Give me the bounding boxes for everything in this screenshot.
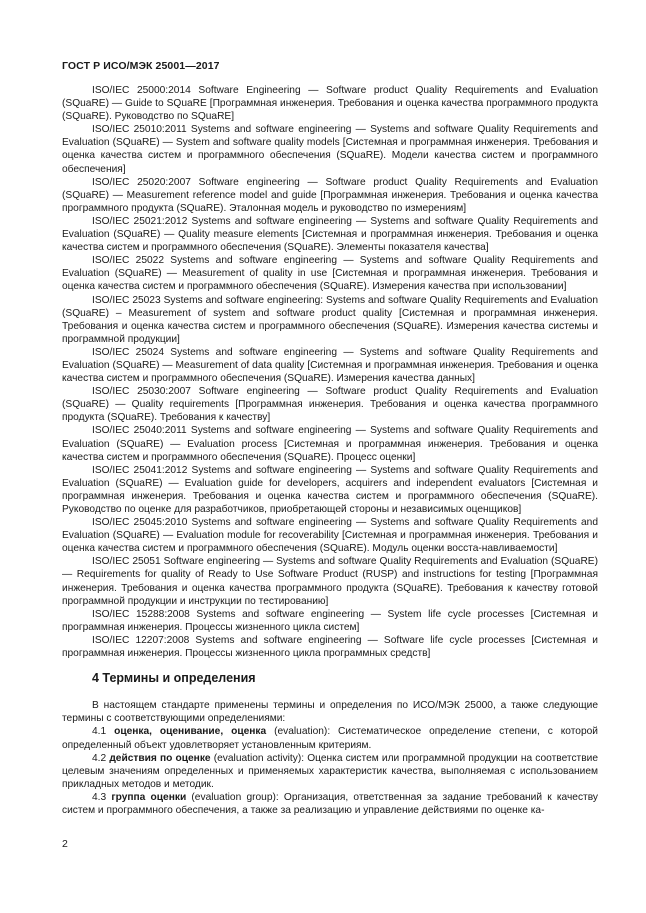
reference-item: ISO/IEC 25000:2014 Software Engineering — Software product Quality Requirements and Evaluation (SQuaRE) — Guide to SQuaRE [Программная инженерия. Требования и оценка качества программного продукта (SQuaRE). Руководство по SQuaRE] <box>62 85 598 123</box>
term-number: 4.2 <box>92 752 107 764</box>
term-entry <box>62 725 598 751</box>
reference-item: ISO/IEC 25045:2010 Systems and software engineering — Systems and software Quality Requirements and Evaluation (SQuaRE) — Evaluation module for recoverability [Системная и программная инженерия. Требования и оценка качества систем и программного обеспечения (SQuaRE). Модуль оценки восста-навливаемости] <box>62 517 598 555</box>
section-heading: 4 Термины и определения <box>92 671 256 686</box>
term-name: действия по оценке <box>109 752 211 764</box>
reference-item: ISO/IEC 25023 Systems and software engineering: Systems and software Quality Requirements and Evaluation (SQuaRE) – Measurement of system and software product quality [Системная и программная инженерия. Требования и оценка качества систем и программного обеспечения (SQuaRE). Измерения качества системы и программной продукции] <box>62 294 598 345</box>
reference-item: ISO/IEC 12207:2008 Systems and software engineering — Software life cycle processes [Системная и программная инженерия. Процессы жизненного цикла программных средств] <box>62 634 598 660</box>
reference-item: ISO/IEC 15288:2008 Systems and software engineering — System life cycle processes [Системная и программная инженерия. Процессы жизненного цикла систем] <box>62 608 598 633</box>
reference-item: ISO/IEC 25022 Systems and software engineering — Systems and software Quality Requirements and Evaluation (SQuaRE) — Measurement of quality in use [Системная и программная инженерия. Требования и оценка качества систем и программного обеспечения (SQuaRE). Измерения качества при использовании] <box>62 255 598 293</box>
term-definition: (evaluation activity): Оценка систем или программной продукции на соответствие целевым значениям определенных и применяемых характеристик качества, выполняемая с использованием прикладных методов и методик. <box>62 752 598 790</box>
reference-item: ISO/IEC 25051 Software engineering — Systems and software Quality Requirements and Evaluation (SQuaRE) — Requirements for quality of Ready to Use Software Product (RUSP) and instructions for testing [Программная инженерия. Требования и оценка качества программного продукта (SQuaRE). Требования к качеству готовой программной продукции и инструкции по тестированию] <box>62 556 598 607</box>
reference-item: ISO/IEC 25021:2012 Systems and software engineering — Systems and software Quality Requirements and Evaluation (SQuaRE) — Quality measure elements [Системная и программная инженерия. Требования и оценка качества систем и программного обеспечения (SQuaRE). Элементы показателя качества] <box>62 215 598 254</box>
term-definition: (evaluation): Систематическое определение степени, с которой определенный объект удовлетворяет установленным критериям. <box>62 726 598 751</box>
document-body <box>62 84 598 817</box>
term-name: группа оценки <box>111 791 187 803</box>
term-number: 4.3 <box>92 791 107 803</box>
reference-item: ISO/IEC 25040:2011 Systems and software engineering — Systems and software Quality Requirements and Evaluation (SQuaRE) — Evaluation process [Системная и программная инженерия. Требования и оценка качества систем и программного обеспечения (SQuaRE). Процесс оценки] <box>62 425 598 463</box>
reference-item: ISO/IEC 25024 Systems and software engineering — Systems and software Quality Requirements and Evaluation (SQuaRE) — Measurement of data quality [Системная и программная инженерия. Требования и оценка качества систем и программного обеспечения (SQuaRE). Измерения качества данных] <box>62 346 598 385</box>
term-definition: (evaluation group): Организация, ответственная за задание требований к качеству систем и программного обеспечения, а также за реализацию и управление действиями по оценке ка- <box>62 791 598 816</box>
normative-references-list <box>62 84 598 660</box>
term-number: 4.1 <box>92 726 107 738</box>
reference-item: ISO/IEC 25041:2012 Systems and software engineering — Systems and software Quality Requirements and Evaluation (SQuaRE) — Evaluation guide for developers, acquirers and independent evaluators [Системная и программная инженерия. Требования и оценка качества систем и программного обеспечения (SQuaRE). Руководство по оценке для разработчиков, приобретающей стороны и независимых оценщиков] <box>62 464 598 515</box>
reference-item: ISO/IEC 25030:2007 Software engineering — Software product Quality Requirements and Evaluation (SQuaRE) — Quality requirements [Программная инженерия. Требования и оценка качества программного продукта (SQuaRE). Требования к качеству] <box>62 386 598 424</box>
reference-item: ISO/IEC 25020:2007 Software engineering — Software product Quality Requirements and Evaluation (SQuaRE) — Measurement reference model and guide [Программная инженерия. Требования и оценка качества программного продукта (SQuaRE). Эталонная модель и руководство по измерениям] <box>62 176 598 214</box>
term-name: оценка, оценивание, оценка <box>114 726 267 738</box>
section-intro: В настоящем стандарте применены термины и определения по ИСО/МЭК 25000, а также следующие термины с соответствующими определениями: <box>62 700 598 725</box>
page-number: 2 <box>62 838 68 850</box>
reference-item: ISO/IEC 25010:2011 Systems and software engineering — Systems and software Quality Requirements and Evaluation (SQuaRE) — System and software quality models [Системная и программная инженерия. Требования и оценка качества систем и программного обеспечения (SQuaRE). Модели качества систем и программного обеспечения] <box>62 124 598 175</box>
document-header: ГОСТ Р ИСО/МЭК 25001—2017 <box>62 60 220 72</box>
term-entry <box>62 752 598 791</box>
term-entry <box>62 791 598 817</box>
